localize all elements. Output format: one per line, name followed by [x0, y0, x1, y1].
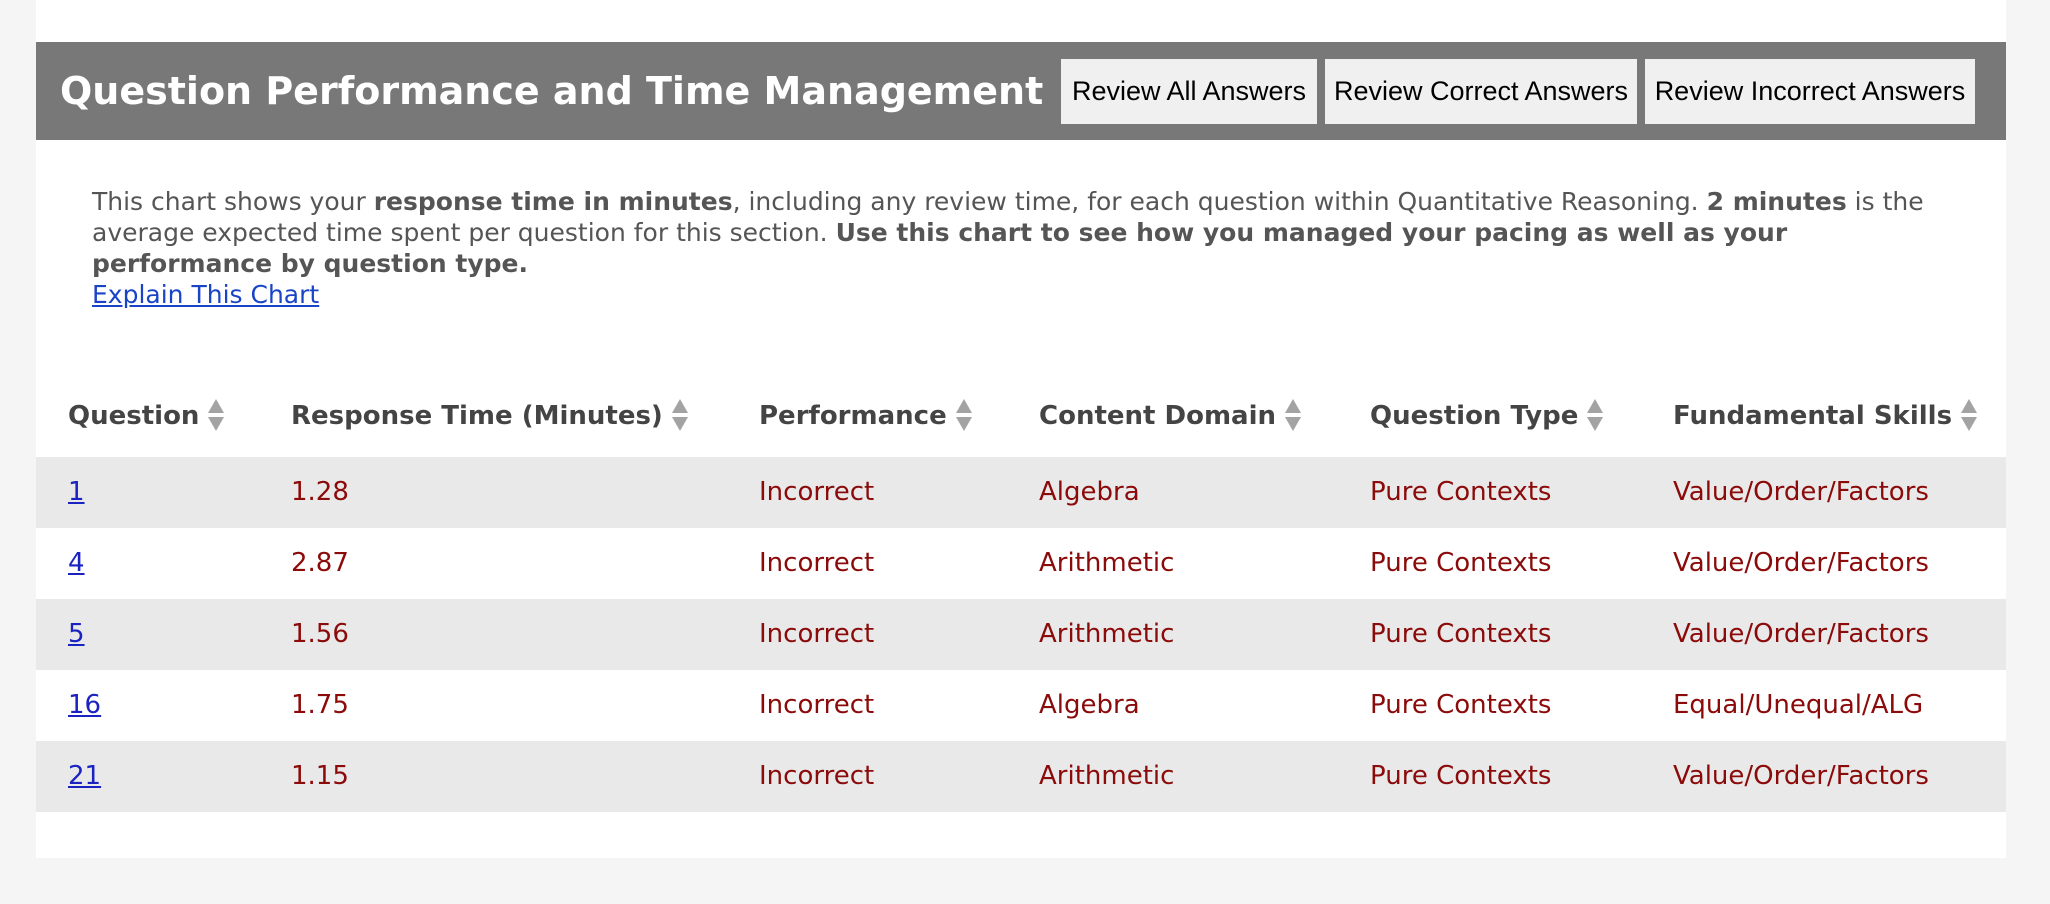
question-link[interactable]: 1	[68, 477, 85, 507]
content-domain-cell: Arithmetic	[1039, 548, 1175, 578]
content-domain-cell: Arithmetic	[1039, 619, 1175, 649]
performance-card	[36, 0, 2006, 858]
performance-cell: Incorrect	[759, 477, 875, 507]
performance-cell: Incorrect	[759, 548, 875, 578]
response-time-cell: 2.87	[291, 548, 349, 578]
question-type-cell: Pure Contexts	[1370, 761, 1552, 791]
fundamental-skills-cell: Value/Order/Factors	[1673, 477, 1929, 507]
column-header-response-time[interactable]	[291, 388, 689, 444]
description-bold-1: response time in minutes	[373, 187, 733, 216]
question-type-cell: Pure Contexts	[1370, 477, 1552, 507]
column-header-label: Question	[68, 401, 200, 431]
page-title: Question Performance and Time Management	[60, 69, 1044, 113]
response-time-cell: 1.28	[291, 477, 349, 507]
table-row	[36, 599, 2006, 670]
description-text-1: This chart shows your	[92, 187, 374, 216]
question-type-cell: Pure Contexts	[1370, 690, 1552, 720]
response-time-cell: 1.56	[291, 619, 349, 649]
explain-this-chart-link[interactable]: Explain This Chart	[92, 280, 320, 309]
content-domain-cell: Algebra	[1039, 690, 1140, 720]
fundamental-skills-cell: Value/Order/Factors	[1673, 548, 1929, 578]
response-time-cell: 1.75	[291, 690, 349, 720]
column-header-content-domain[interactable]	[1039, 388, 1302, 444]
fundamental-skills-cell: Value/Order/Factors	[1673, 619, 1929, 649]
chart-description	[92, 186, 1972, 310]
card-header	[36, 42, 2006, 140]
sort-icon[interactable]	[1586, 398, 1604, 432]
review-all-answers-button[interactable]: Review All Answers	[1061, 59, 1317, 124]
table-header	[36, 388, 2006, 444]
fundamental-skills-cell: Equal/Unequal/ALG	[1673, 690, 1924, 720]
performance-cell: Incorrect	[759, 690, 875, 720]
fundamental-skills-cell: Value/Order/Factors	[1673, 761, 1929, 791]
content-domain-cell: Arithmetic	[1039, 761, 1175, 791]
column-header-question-type[interactable]	[1370, 388, 1604, 444]
sort-icon[interactable]	[1960, 398, 1978, 432]
sort-icon[interactable]	[671, 398, 689, 432]
table-row	[36, 741, 2006, 812]
table-row	[36, 670, 2006, 741]
column-header-performance[interactable]	[759, 388, 973, 444]
column-header-label: Performance	[759, 401, 947, 431]
review-correct-answers-button[interactable]: Review Correct Answers	[1325, 59, 1637, 124]
table-row	[36, 457, 2006, 528]
column-header-label: Question Type	[1370, 401, 1579, 431]
table-row	[36, 528, 2006, 599]
description-text-2: , including any review time, for each question within Quantitative Reasoning.	[732, 187, 1707, 216]
question-link[interactable]: 21	[68, 761, 102, 791]
column-header-label: Content Domain	[1039, 401, 1277, 431]
question-link[interactable]: 4	[68, 548, 85, 578]
description-text-3: is the average expected time spent per question for this section.	[92, 187, 1924, 247]
performance-cell: Incorrect	[759, 761, 875, 791]
column-header-question[interactable]	[68, 388, 225, 444]
review-incorrect-answers-button[interactable]: Review Incorrect Answers	[1645, 59, 1975, 124]
sort-icon[interactable]	[207, 398, 225, 432]
question-type-cell: Pure Contexts	[1370, 548, 1552, 578]
description-bold-2: 2 minutes	[1706, 187, 1847, 216]
sort-icon[interactable]	[955, 398, 973, 432]
column-header-fundamental-skills[interactable]	[1673, 388, 1978, 444]
question-link[interactable]: 5	[68, 619, 85, 649]
description-bold-3: Use this chart to see how you managed your pacing as well as your performance by question type.	[92, 218, 1788, 278]
performance-cell: Incorrect	[759, 619, 875, 649]
question-type-cell: Pure Contexts	[1370, 619, 1552, 649]
content-domain-cell: Algebra	[1039, 477, 1140, 507]
response-time-cell: 1.15	[291, 761, 349, 791]
column-header-label: Response Time (Minutes)	[291, 401, 663, 431]
sort-icon[interactable]	[1284, 398, 1302, 432]
question-link[interactable]: 16	[68, 690, 102, 720]
column-header-label: Fundamental Skills	[1673, 401, 1953, 431]
